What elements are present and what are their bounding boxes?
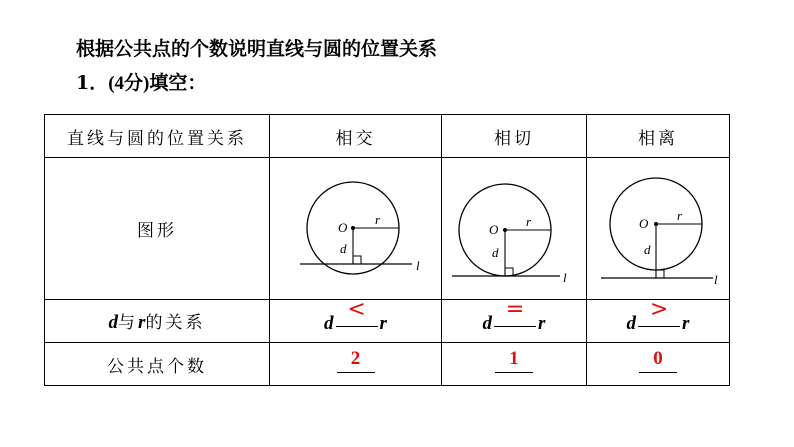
relation-table (44, 114, 730, 386)
relation-answer-separate: > (649, 297, 669, 322)
relation-d-separate: d (626, 313, 637, 334)
relation-blank-separate (636, 297, 682, 329)
label-r-tangent: r (526, 214, 532, 229)
relation-label-d: d (108, 312, 119, 333)
figure-intersect-cell (270, 158, 442, 300)
relation-intersect-cell (270, 297, 442, 343)
label-d-separate: d (644, 242, 651, 257)
relation-label-tail: 的关系 (145, 313, 206, 333)
label-o-separate: O (639, 216, 649, 231)
count-separate-cell (587, 343, 730, 386)
relation-r-tangent: r (538, 313, 546, 334)
header-tangent: 相切 (442, 115, 587, 158)
relation-row-label (45, 300, 270, 343)
label-l-intersect: l (416, 258, 420, 273)
header-position-relation: 直线与圆的位置关系 (45, 115, 270, 158)
relation-separate-cell (587, 297, 730, 343)
relation-label-r: r (138, 312, 146, 333)
question-number: 1． (76, 72, 109, 94)
center-dot-tangent (503, 228, 507, 232)
center-dot-separate (654, 222, 658, 226)
relation-answer-intersect: < (347, 297, 366, 322)
label-r-intersect: r (375, 212, 381, 227)
table-figure-row (45, 158, 730, 300)
figure-row-label: 图形 (45, 158, 270, 300)
label-l-tangent: l (563, 270, 567, 285)
count-intersect-cell (270, 343, 442, 386)
page-heading: 根据公共点的个数说明直线与圆的位置关系 (76, 38, 438, 60)
table-relation-row (45, 300, 730, 343)
count-answer-tangent: 1 (495, 348, 533, 373)
label-d-tangent: d (492, 245, 499, 260)
relation-r-intersect: r (379, 313, 387, 334)
count-answer-intersect: 2 (337, 348, 375, 373)
table-header-row (45, 115, 730, 158)
question-prompt: 填空： (149, 72, 207, 94)
relation-blank-tangent (492, 297, 538, 329)
figure-separate (587, 158, 730, 299)
relation-d-intersect: d (324, 313, 334, 334)
label-d-intersect: d (340, 241, 347, 256)
figure-tangent-cell (442, 158, 587, 300)
relation-answer-tangent: = (505, 297, 525, 322)
relation-r-separate: r (682, 313, 690, 334)
count-tangent-cell (442, 343, 587, 386)
center-dot-intersect (351, 226, 355, 230)
question-score: (4分) (108, 73, 150, 94)
relation-tangent-cell (442, 297, 587, 343)
question-line (76, 68, 206, 95)
count-row-label: 公共点个数 (45, 343, 270, 386)
figure-intersect (270, 158, 442, 299)
right-angle-intersect (353, 256, 361, 264)
count-answer-separate: 0 (639, 348, 677, 373)
relation-d-tangent: d (482, 313, 493, 334)
relation-label-mid: 与 (118, 313, 139, 333)
header-separate: 相离 (587, 115, 730, 158)
relation-blank-intersect (334, 297, 380, 329)
label-l-separate: l (714, 272, 718, 287)
figure-tangent (442, 158, 587, 299)
label-o-intersect: O (338, 220, 348, 235)
label-r-separate: r (677, 208, 683, 223)
figure-separate-cell (587, 158, 730, 300)
right-angle-separate (656, 270, 664, 278)
right-angle-tangent (505, 268, 513, 276)
label-o-tangent: O (489, 222, 499, 237)
header-intersect: 相交 (270, 115, 442, 158)
table-count-row (45, 343, 730, 386)
